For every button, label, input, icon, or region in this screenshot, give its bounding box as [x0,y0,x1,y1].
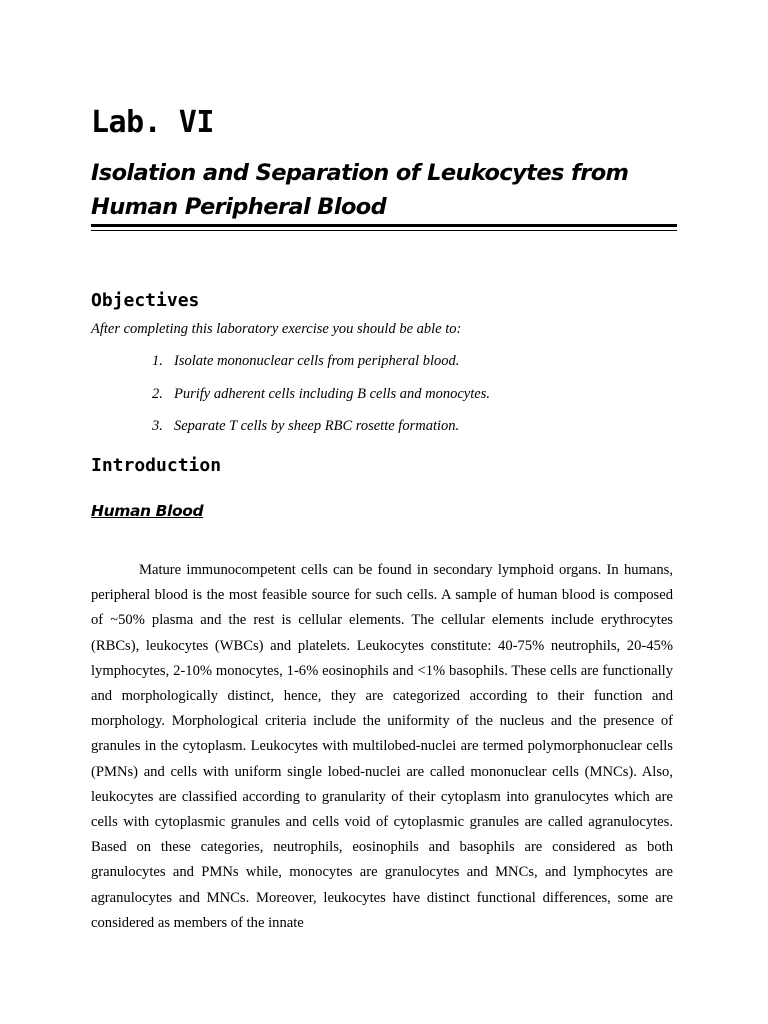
objective-text: Purify adherent cells including B cells and monocytes. [174,385,490,402]
objectives-list [152,352,490,450]
objective-number: 2. [152,385,163,402]
objective-text: Isolate mononuclear cells from peripheral blood. [174,353,460,369]
objective-item [152,352,490,385]
introduction-heading: Introduction [91,455,222,476]
objective-text: Separate T cells by sheep RBC rosette formation. [174,418,460,435]
human-blood-subheading: Human Blood [91,502,204,520]
objective-number: 1. [152,353,163,369]
objectives-heading: Objectives [91,290,200,311]
objectives-lead: After completing this laboratory exercise you should be able to: [91,321,462,337]
title-divider [91,224,677,231]
lab-title: Lab. VI [91,105,214,140]
objective-item [152,385,490,418]
objective-item [152,417,490,450]
introduction-paragraph: Mature immunocompetent cells can be found in secondary lymphoid organs. In humans, peripheral blood is the most feasible source for such cells. A sample of human blood is composed of ~50% plasma and the rest is cellular elements. The cellular elements include erythrocytes (RBCs), leukocytes (WBCs) and platelets. Leukocytes constitute: 40-75% neutrophils, 20-45% lymphocytes, 2-10% monocytes, 1-6% eosinophils and <1% basophils. These cells are functionally and morphologically distinct, hence, they are categorized according to their function and morphology. Morphological criteria include the uniformity of the nucleus and the presence of granules in the cytoplasm. Leukocytes with multilobed-nuclei are termed polymorphonuclear cells (PMNs) and cells with uniform single lobed-nuclei are called mononuclear cells (MNCs). Also, leukocytes are classified according to granularity of their cytoplasm into granulocytes which are cells with cytoplasmic granules and cells void of cytoplasmic granules are called agranulocytes. Based on these categories, neutrophils, eosinophils and basophils are considered as both granulocytes and PMNs while, monocytes are granulocytes and MNCs, and lymphocytes are agranulocytes and MNCs. Moreover, leukocytes have distinct functional differences, some are considered as members of the innate [91,562,673,931]
objective-number: 3. [152,418,163,435]
lab-subtitle: Isolation and Separation of Leukocytes from Human Peripheral Blood [91,160,629,220]
